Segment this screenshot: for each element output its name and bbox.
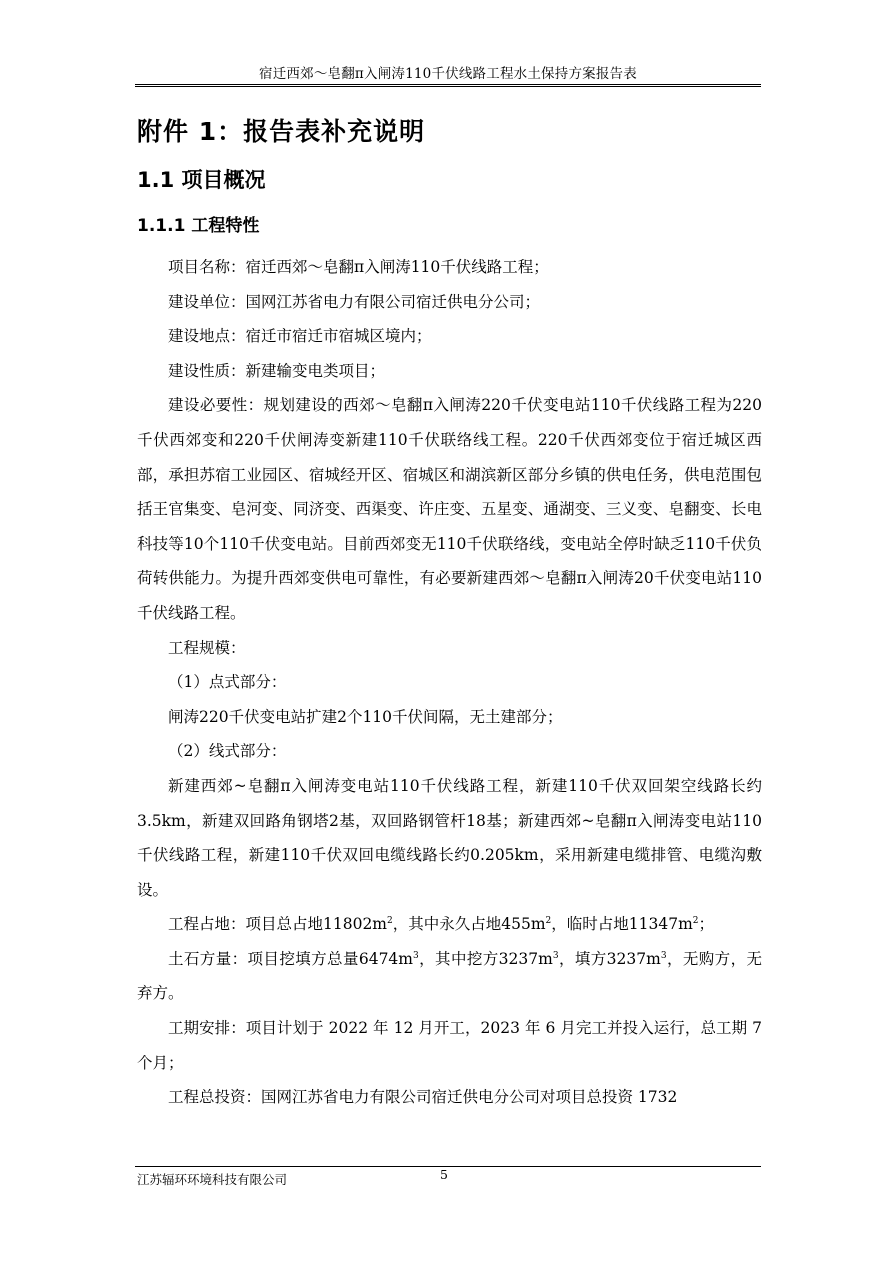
earthwork-total: 土石方量：项目挖填方总量6474m (168, 949, 413, 968)
page-number: 5 (440, 1167, 448, 1182)
schedule-paragraph: 工期安排：项目计划于 2022 年 12 月开工，2023 年 6 月完工并投入运行，总工期 7 个月； (137, 1019, 762, 1072)
project-name-paragraph: 项目名称：宿迁西郊～皂翻π入闸涛110千伏线路工程； (168, 258, 549, 276)
land-use-end: ； (698, 915, 715, 934)
point-part-paragraph (137, 700, 762, 735)
necessity-paragraph: 建设必要性：规划建设的西郊～皂翻π入闸涛220千伏变电站110千伏线路工程为220千伏西郊变和220千伏闸涛变新建110千伏联络线工程。220千伏西郊变位于宿迁城区西部，承担苏宿工业园区、宿城经开区、宿城区和湖滨新区部分乡镇的供电任务，供电范围包括王官集变、皂河变、同济变、西渠变、许庄变、五星变、通湖变、三义变、皂翻变、长电科技等10个110千伏变电站。目前西郊变无110千伏联络线，变电站全停时缺乏110千伏负荷转供能力。为提升西郊变供电可靠性，有必要新建西郊～皂翻π入闸涛20千伏变电站110千伏线路工程。 (137, 396, 762, 622)
point-part-label: （1）点式部分： (168, 673, 287, 692)
earthwork-exp-2: 3 (552, 950, 559, 961)
earthwork-fill: ，填方3237m (558, 949, 661, 968)
earthwork-exp-1: 3 (413, 950, 419, 961)
body-text (137, 250, 762, 1115)
land-use-temporary: ，临时占地11347m (551, 915, 693, 934)
scale-label: 工程规模： (168, 638, 246, 657)
appendix-title: 附件 1：报告表补充说明 (137, 117, 426, 146)
section-heading: 1.1 项目概况 (137, 168, 266, 192)
earthwork-excavation: ，其中挖方3237m (418, 949, 553, 968)
line-part-paragraph: 新建西郊~皂翻π入闸涛变电站110千伏线路工程，新建110千伏双回架空线路长约3.5km，新建双回路角钢塔2基，双回路钢管杆18基；新建西郊~皂翻π入闸涛变电站110千伏线路工程，新建110千伏双回电缆线路长约0.205km，采用新建电缆排管、电缆沟敷设。 (137, 776, 762, 899)
line-part-label: （2）线式部分： (168, 742, 287, 761)
footer-company: 江苏辐环环境科技有限公司 (137, 1172, 288, 1187)
land-use-exp-1: 2 (387, 916, 393, 927)
nature-paragraph: 建设性质：新建输变电类项目； (168, 361, 386, 380)
earthwork-end: ，无购方，无弃方。 (137, 949, 762, 1003)
header-rule (135, 84, 761, 87)
land-use-total: 工程占地：项目总占地11802m (168, 915, 388, 934)
location-paragraph: 建设地点：宿迁市宿迁市宿城区境内； (168, 327, 432, 346)
land-use-paragraph (137, 907, 762, 942)
investment-paragraph: 工程总投资：国网江苏省电力有限公司宿迁供电分公司对项目总投资 1732 (168, 1088, 678, 1107)
land-use-exp-3: 2 (692, 916, 699, 927)
running-header: 宿迁西郊～皂翻π入闸涛110千伏线路工程水土保持方案报告表 (259, 66, 637, 82)
land-use-permanent: ，其中永久占地455m (392, 915, 546, 934)
earthwork-paragraph (137, 942, 762, 1011)
subsection-heading: 1.1.1 工程特性 (137, 216, 260, 236)
earthwork-exp-3: 3 (660, 950, 667, 961)
point-part-text: 闸涛220千伏变电站扩建2个110千伏间隔，无土建部分； (168, 707, 563, 726)
builder-paragraph: 建设单位：国网江苏省电力有限公司宿迁供电分公司； (168, 292, 541, 311)
land-use-exp-2: 2 (545, 916, 552, 927)
footer-rule (135, 1166, 761, 1167)
